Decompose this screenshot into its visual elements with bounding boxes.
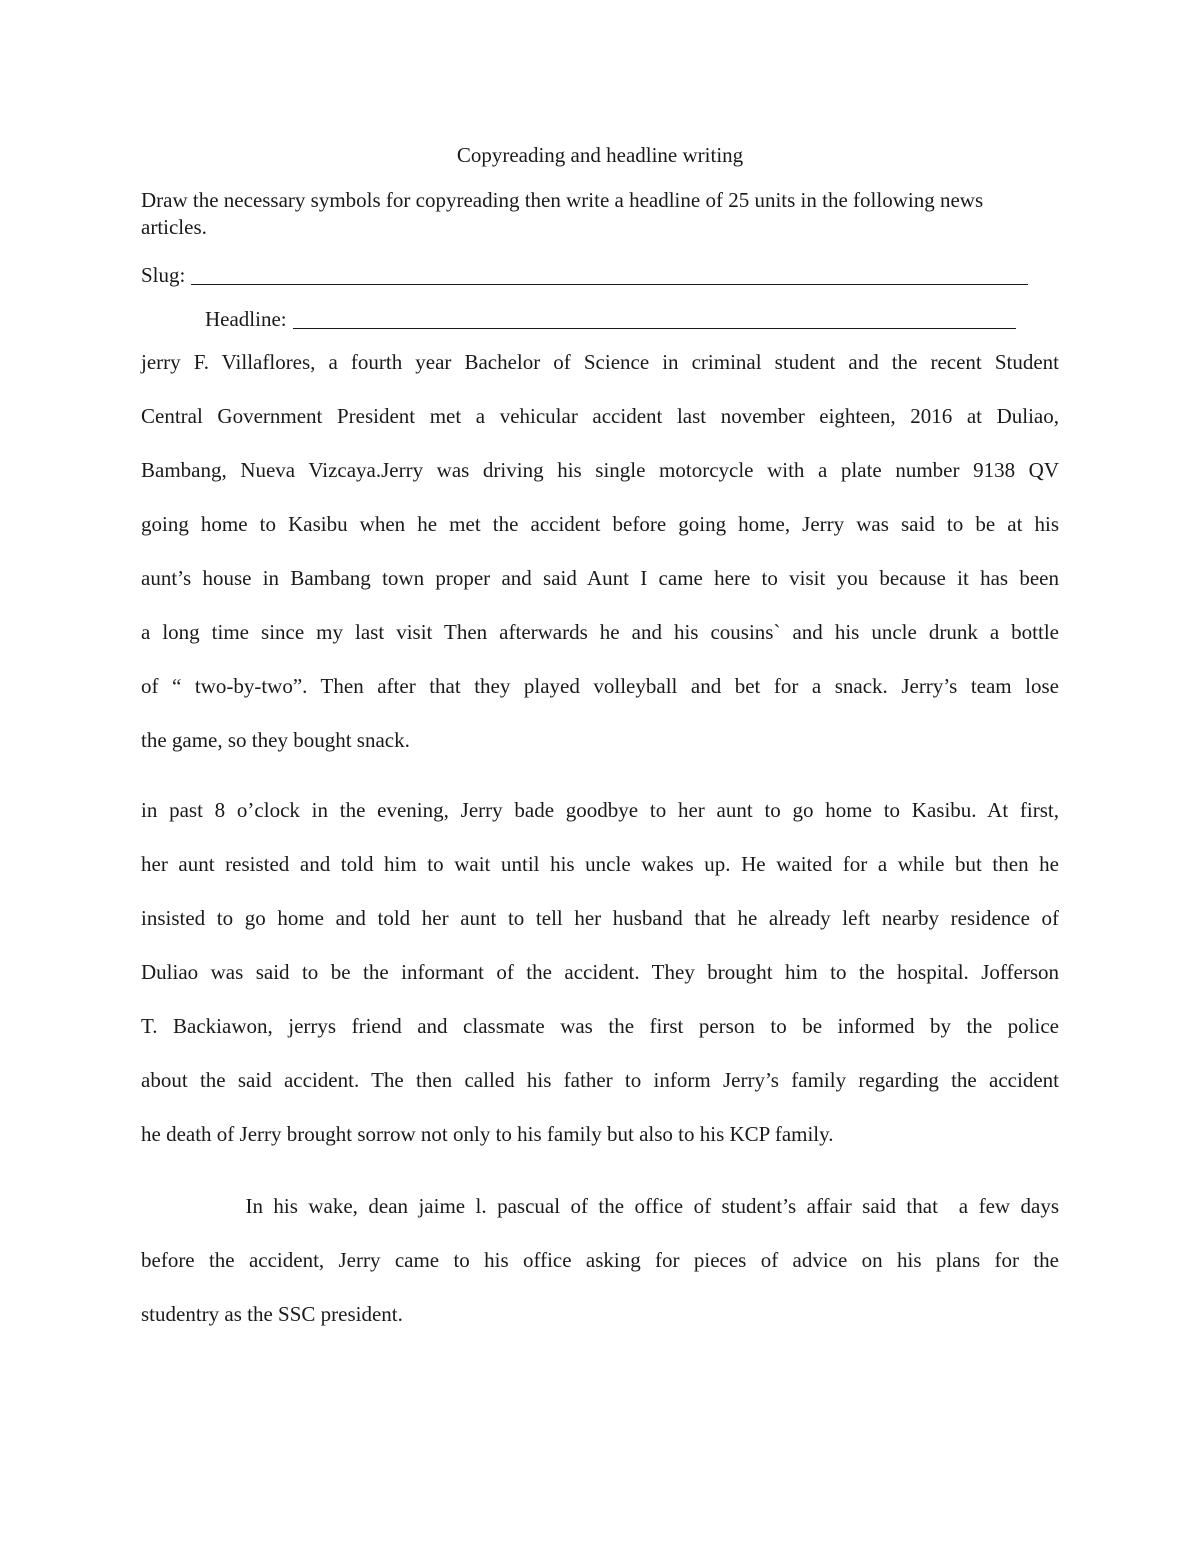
instructions-text: Draw the necessary symbols for copyreading then write a headline of 25 units in the following news articles. xyxy=(141,188,984,239)
paragraph-line: aunt’s house in Bambang town proper and said Aunt I came here to visit you because it has been xyxy=(141,566,1059,590)
paragraph-line: going home to Kasibu when he met the accident before going home, Jerry was said to be at his xyxy=(141,512,1059,536)
paragraph-line: he death of Jerry brought sorrow not only to his family but also to his KCP family. xyxy=(141,1122,834,1146)
paragraph-line: before the accident, Jerry came to his office asking for pieces of advice on his plans for the xyxy=(141,1248,1059,1272)
paragraph-line: about the said accident. The then called his father to inform Jerry’s family regarding the accident xyxy=(141,1068,1059,1092)
paragraph-line: studentry as the SSC president. xyxy=(141,1302,403,1326)
paragraph-line: a long time since my last visit Then afterwards he and his cousins` and his uncle drunk a bottle xyxy=(141,620,1059,644)
slug-label: Slug: xyxy=(141,263,186,287)
headline-label: Headline: xyxy=(205,307,287,331)
paragraph-line: Central Government President met a vehicular accident last november eighteen, 2016 at Duliao, xyxy=(141,404,1059,428)
paragraph-line: in past 8 o’clock in the evening, Jerry bade goodbye to her aunt to go home to Kasibu. At first, xyxy=(141,798,1059,822)
document-title: Copyreading and headline writing xyxy=(456,143,744,167)
article-paragraph-3 xyxy=(141,1193,1059,1355)
article-paragraph-2 xyxy=(141,797,1059,1175)
paragraph-line: jerry F. Villaflores, a fourth year Bachelor of Science in criminal student and the recent Student xyxy=(141,350,1059,374)
headline-blank-line xyxy=(293,308,1016,329)
paragraph-line: insisted to go home and told her aunt to tell her husband that he already left nearby residence of xyxy=(141,906,1059,930)
paragraph-line: her aunt resisted and told him to wait until his uncle wakes up. He waited for a while but then he xyxy=(141,852,1059,876)
headline-field xyxy=(205,306,1016,332)
slug-field xyxy=(141,262,1028,288)
slug-blank-line xyxy=(191,264,1028,285)
paragraph-line: Duliao was said to be the informant of the accident. They brought him to the hospital. Jofferson xyxy=(141,960,1059,984)
article-paragraph-1 xyxy=(141,349,1059,781)
paragraph-line: of “ two-by-two”. Then after that they played volleyball and bet for a snack. Jerry’s team lose xyxy=(141,674,1059,698)
paragraph-line: T. Backiawon, jerrys friend and classmate was the first person to be informed by the police xyxy=(141,1014,1059,1038)
paragraph-line: the game, so they bought snack. xyxy=(141,728,410,752)
paragraph-line: Bambang, Nueva Vizcaya.Jerry was driving his single motorcycle with a plate number 9138 QV xyxy=(141,458,1059,482)
paragraph-line: In his wake, dean jaime l. pascual of the office of student’s affair said that a few days xyxy=(141,1194,1059,1218)
